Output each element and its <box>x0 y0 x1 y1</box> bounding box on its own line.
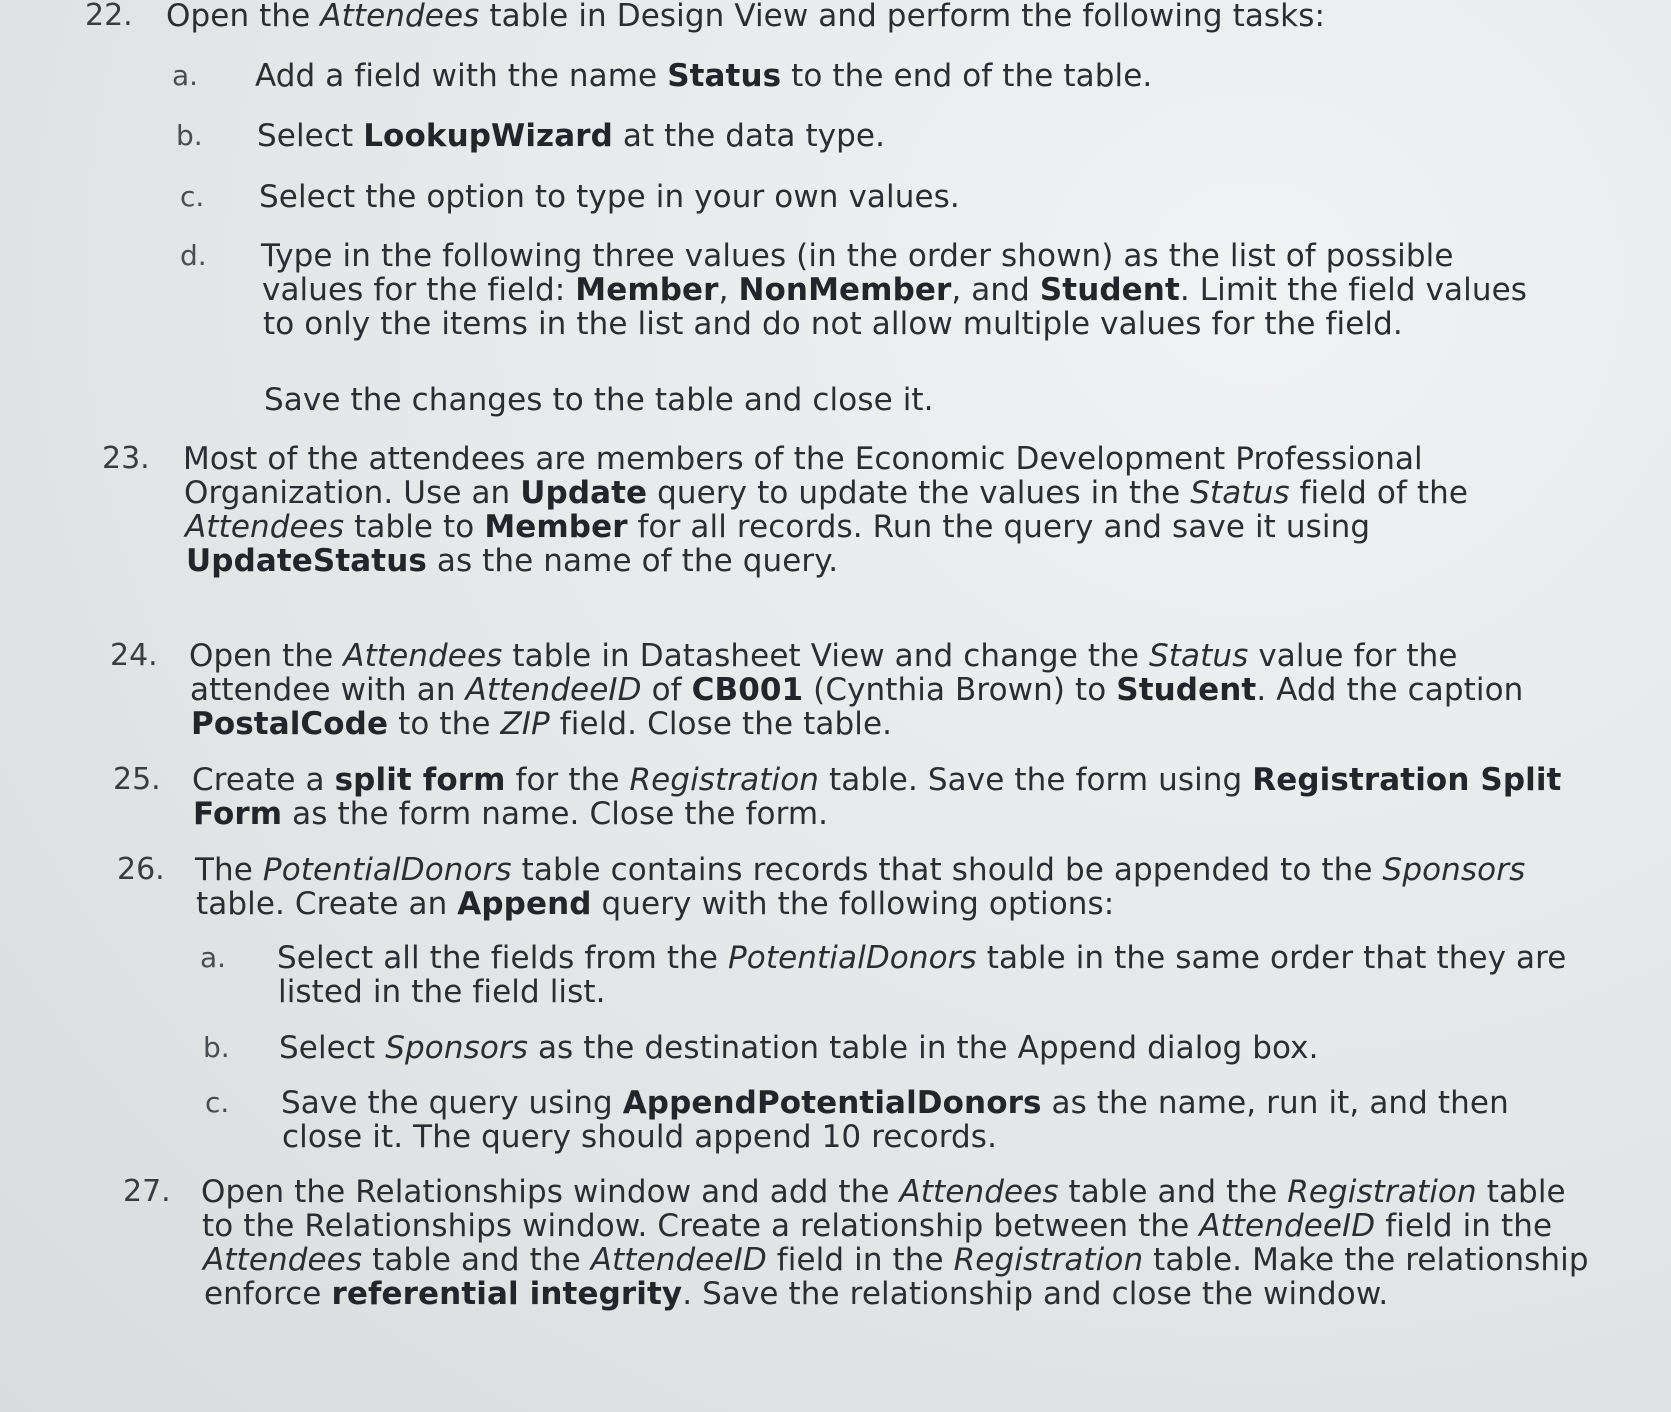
step-text-line <box>193 796 828 832</box>
text-run: Type in the following three values (in the order shown) as the list of possible <box>261 238 1454 274</box>
text-run: attendee with an <box>190 672 466 708</box>
text-run: table <box>1476 1174 1566 1210</box>
text-run: field in the <box>1375 1208 1553 1244</box>
text-run: query to update the values in the <box>647 475 1191 511</box>
italic-term: Registration <box>1287 1174 1477 1210</box>
substep-letter: b. <box>203 1031 230 1064</box>
text-run: table. Save the form using <box>819 762 1253 798</box>
text-run: of <box>641 672 692 708</box>
step-number: 22. <box>85 0 133 33</box>
bold-term: Update <box>520 475 648 511</box>
bold-term: AppendPotentialDonors <box>622 1085 1042 1121</box>
italic-term: AttendeeID <box>1199 1208 1376 1244</box>
text-run: to the Relationships window. Create a relationship between the <box>202 1208 1200 1244</box>
text-run: to only the items in the list and do not allow multiple values for the field. <box>263 306 1403 342</box>
text-run: The <box>195 852 263 888</box>
step-text-line <box>185 509 1370 545</box>
step-text-line <box>195 852 1525 888</box>
step-text-line <box>190 672 1523 708</box>
substep-letter: c. <box>205 1086 230 1119</box>
text-run: close it. The query should append 10 records. <box>282 1119 998 1155</box>
substep-letter: a. <box>172 59 199 92</box>
step-number: 25. <box>113 762 161 797</box>
text-run: , and <box>951 272 1040 308</box>
bold-term: Form <box>193 796 283 832</box>
italic-term: Sponsors <box>385 1030 528 1066</box>
step-text-line <box>201 1174 1566 1210</box>
italic-term: Attendees <box>203 1242 363 1278</box>
step-text-line <box>192 762 1561 798</box>
substep-text-line <box>277 940 1566 976</box>
substep-text-line <box>282 1119 997 1155</box>
bold-term: Member <box>484 509 628 545</box>
italic-term: ZIP <box>500 706 550 742</box>
bold-term: LookupWizard <box>363 118 613 154</box>
bold-term: CB001 <box>691 672 804 708</box>
substep-text-line <box>279 1030 1319 1066</box>
text-run: to the end of the table. <box>781 58 1153 94</box>
bold-term: Student <box>1116 672 1257 708</box>
bold-term: PostalCode <box>191 706 389 742</box>
italic-term: Attendees <box>899 1174 1059 1210</box>
text-run: query with the following options: <box>591 886 1115 922</box>
text-run: . Add the caption <box>1256 672 1524 708</box>
text-run: Open the <box>189 638 344 674</box>
closing-instruction: Save the changes to the table and close it. <box>264 382 934 418</box>
italic-term: Attendees <box>185 509 345 545</box>
italic-term: Attendees <box>320 0 480 34</box>
text-run: (Cynthia Brown) to <box>803 672 1117 708</box>
bold-term: referential integrity <box>331 1276 683 1312</box>
italic-term: AttendeeID <box>465 672 642 708</box>
text-run: field of the <box>1289 475 1469 511</box>
text-run: Select <box>279 1030 386 1066</box>
bold-term: Student <box>1039 272 1180 308</box>
bold-term: split form <box>334 762 506 798</box>
text-run: , <box>718 272 739 308</box>
substep-text-line <box>257 118 885 154</box>
substep-text-line <box>263 306 1403 342</box>
substep-letter: d. <box>180 239 207 272</box>
text-run: Open the <box>166 0 321 34</box>
text-run: table contains records that should be appended to the <box>511 852 1383 888</box>
text-run: table in Design View and perform the following tasks: <box>479 0 1326 34</box>
text-run: Select <box>257 118 364 154</box>
substep-text-line <box>278 974 606 1010</box>
italic-term: Status <box>1148 638 1249 674</box>
italic-term: Registration <box>629 762 820 798</box>
text-run: table. Create an <box>196 886 458 922</box>
bold-term: NonMember <box>738 272 952 308</box>
text-run: table in Datasheet View and change the <box>502 638 1149 674</box>
italic-term: Registration <box>953 1242 1144 1278</box>
text-run: as the destination table in the Append dialog box. <box>528 1030 1319 1066</box>
text-run: Create a <box>192 762 335 798</box>
step-text-line <box>166 0 1325 34</box>
step-text-line <box>202 1208 1552 1244</box>
text-run: Add a field with the name <box>255 58 668 94</box>
bold-term: Registration Split <box>1252 762 1562 798</box>
text-run: to the <box>388 706 501 742</box>
text-run: Select the option to type in your own values. <box>259 179 960 215</box>
substep-letter: c. <box>180 180 205 213</box>
italic-term: Attendees <box>343 638 503 674</box>
bold-term: Member <box>575 272 719 308</box>
text-run: Organization. Use an <box>184 475 521 511</box>
text-run: at the data type. <box>612 118 886 154</box>
italic-term: AttendeeID <box>590 1242 767 1278</box>
step-text-line <box>203 1242 1589 1278</box>
substep-text-line <box>255 58 1152 94</box>
text-run: table and the <box>362 1242 591 1278</box>
text-run: Select all the fields from the <box>277 940 729 976</box>
step-text-line <box>191 706 892 742</box>
substep-text-line <box>259 179 960 215</box>
bold-term: Status <box>667 58 782 94</box>
step-text-line <box>204 1276 1388 1312</box>
text-run: as the name, run it, and then <box>1041 1085 1509 1121</box>
step-text-line <box>184 475 1468 511</box>
text-run: . Save the relationship and close the window. <box>682 1276 1389 1312</box>
text-run: field in the <box>766 1242 954 1278</box>
text-run: table to <box>344 509 485 545</box>
text-run: . Limit the field values <box>1179 272 1527 308</box>
text-run: field. Close the table. <box>549 706 893 742</box>
step-text-line <box>189 638 1458 674</box>
step-text-line <box>183 441 1423 477</box>
italic-term: Status <box>1190 475 1290 511</box>
text-run: value for the <box>1248 638 1458 674</box>
text-run: table in the same order that they are <box>976 940 1567 976</box>
substep-text-line <box>262 272 1527 308</box>
step-text-line <box>186 543 838 579</box>
text-run: listed in the field list. <box>278 974 606 1010</box>
substep-letter: b. <box>176 119 203 152</box>
substep-letter: a. <box>200 941 227 974</box>
text-run: Open the Relationships window and add the <box>201 1174 900 1210</box>
text-run: enforce <box>204 1276 332 1312</box>
substep-text-line <box>261 238 1454 274</box>
step-number: 26. <box>117 852 165 887</box>
text-run: Save the query using <box>281 1085 623 1121</box>
step-number: 23. <box>102 441 150 476</box>
substep-text-line <box>281 1085 1509 1121</box>
step-number: 24. <box>110 638 158 673</box>
text-run: for all records. Run the query and save it using <box>627 509 1371 545</box>
italic-term: PotentialDonors <box>262 852 512 888</box>
text-run: as the name of the query. <box>426 543 839 579</box>
italic-term: Sponsors <box>1382 852 1526 888</box>
bold-term: Append <box>457 886 592 922</box>
text-run: for the <box>505 762 630 798</box>
text-run: as the form name. Close the form. <box>282 796 829 832</box>
italic-term: PotentialDonors <box>728 940 977 976</box>
step-number: 27. <box>123 1174 171 1209</box>
text-run: table and the <box>1058 1174 1288 1210</box>
text-run: Most of the attendees are members of the Economic Development Professional <box>183 441 1423 477</box>
bold-term: UpdateStatus <box>186 543 427 579</box>
text-run: table. Make the relationship <box>1143 1242 1589 1278</box>
step-text-line <box>196 886 1114 922</box>
text-run: values for the field: <box>262 272 576 308</box>
